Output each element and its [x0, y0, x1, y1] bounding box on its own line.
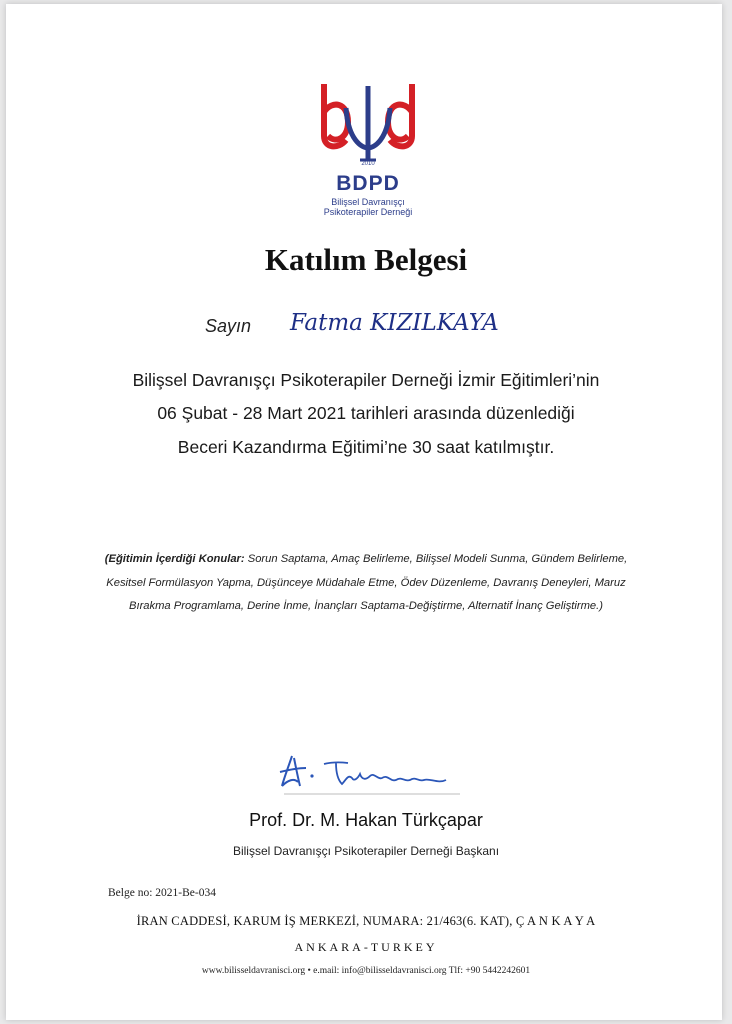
- salutation: Sayın: [205, 316, 252, 336]
- logo-line-1: Bilişsel Davranışçı: [331, 197, 405, 207]
- signer-name: Prof. Dr. M. Hakan Türkçapar: [249, 810, 483, 830]
- address-line-2: ANKARA-TURKEY: [294, 940, 438, 954]
- topics-text: Sorun Saptama, Amaç Belirleme, Bilişsel Modeli Sunma, Gündem Belirleme, Kesitsel Formülasyon Yapma, Düşünceye Müdahale Etme, Ödev Düzenleme, Davranış Deneyleri, Maruz Bırakma Programlama, Derine İnme, İnançları Saptama-Değiştirme, Alternatif İnanç Geliştirme.): [106, 553, 628, 612]
- recipient-name: Fatma KIZILKAYA: [290, 310, 499, 336]
- address-line-1: İRAN CADDESİ, KARUM İŞ MERKEZİ, NUMARA: 21/463(6. KAT), Ç A N K A Y A: [136, 914, 596, 928]
- contact-info: www.bilisseldavranisci.org • e.mail: info@bilisseldavranisci.org Tlf: +90 5442242601: [201, 966, 531, 976]
- topics-label: (Eğitimin İçerdiği Konular:: [104, 553, 245, 565]
- body-line-2: 06 Şubat - 28 Mart 2021 tarihleri arasında düzenlediği: [157, 403, 575, 423]
- logo-line-2: Psikoterapiler Derneği: [323, 207, 413, 217]
- body-line-3: Beceri Kazandırma Eğitimi’ne 30 saat katılmıştır.: [177, 437, 555, 457]
- signature-icon: [278, 750, 463, 800]
- logo-abbreviation: BDPD: [336, 172, 400, 195]
- logo-year: 2010: [361, 161, 375, 167]
- body-line-1: Bilişsel Davranışçı Psikoterapiler Derneği İzmir Eğitimleri’nin: [132, 370, 600, 390]
- document-number: Belge no: 2021-Be-034: [108, 887, 216, 899]
- training-topics: [100, 548, 632, 619]
- signer-title: Bilişsel Davranışçı Psikoterapiler Derneği Başkanı: [232, 844, 500, 858]
- certificate-title: Katılım Belgesi: [264, 242, 468, 277]
